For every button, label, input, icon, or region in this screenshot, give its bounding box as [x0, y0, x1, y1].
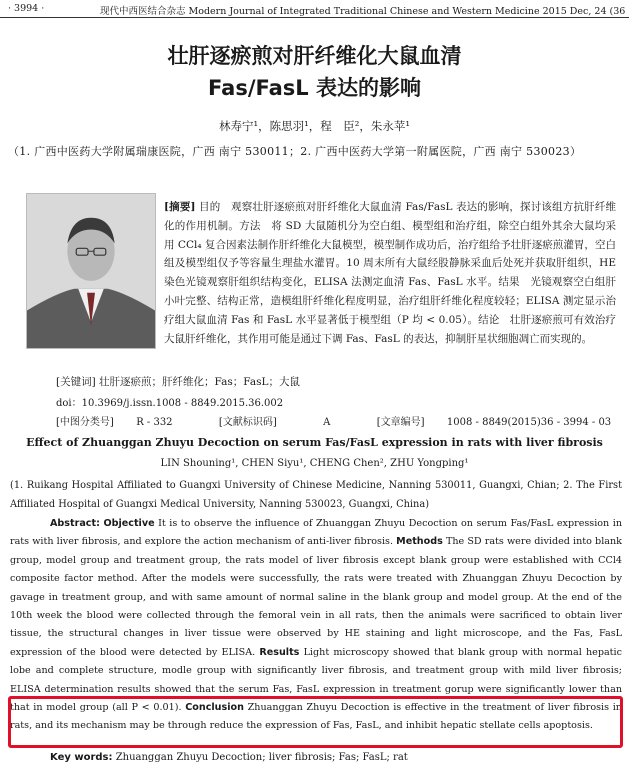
authors-cn: 林寿宁¹，陈思羽¹，程 臣²，朱永苹¹: [219, 119, 410, 133]
methods-text: The SD rats were divided into blank group, model group and treatment group, the rats model of liver fibrosis except blank group were established with CCl4 composite factor method. After the models were successfully, the rats were treated with Zhuanggan Zhuyu Decoction by gavage in treatment group, and with same amount of normal saline in the blank group and model group. At the end of the 10th week the blood were collected through the femoral vein in all rats, then the animals were sacrificed to obtain liver tissue, the structural changes in liver tissue were observed by HE staining and light microscope, and the Fas, FasL expression of the blood were detected by ELISA.: [10, 536, 622, 658]
abstract-cn-label: [摘要]: [164, 201, 196, 213]
clc-value: R - 332: [136, 417, 173, 428]
methods-label: Methods: [396, 536, 443, 548]
keywords-cn: [56, 374, 300, 389]
conclusion-text: Zhuanggan Zhuyu Decoction is effective in the treatment of liver fibrosis in rats, and its mechanism may be through reduce the expression of Fas, FasL, and inhibit hepatic stellate cells apoptosis.: [10, 702, 622, 732]
affiliation-cn: （1. 广西中医药大学附属瑞康医院，广西 南宁 530011；2. 广西中医药大学第一附属医院，广西 南宁 530023）: [8, 145, 582, 158]
running-header: [0, 0, 629, 18]
keywords-cn-label: [关键词]: [56, 376, 96, 388]
abstract-cn-text: 目的 观察壮肝逐瘀煎对肝纤维化大鼠血清 Fas/FasL 表达的影响，探讨该组方抗肝纤维化的作用机制。方法 将 SD 大鼠随机分为空白组、模型组和治疗组，除空白组外其余大鼠均采用 CCl₄ 复合因素法制作肝纤维化大鼠模型，模型制作成功后，治疗组给予壮肝逐瘀煎灌胃，空白组及模型组仅予等容量生理盐水灌胃。10 周末所有大鼠经股静脉采血后处死并获取肝组织，HE 染色光镜观察肝组织结构变化，ELISA 法测定血清 Fas、FasL 水平。结果 光镜观察空白组肝小叶完整、结构正常，造模组肝纤维化程度明显，治疗组肝纤维化程度较轻；ELISA 测定显示治疗组大鼠血清 Fas 和 FasL 水平显著低于模型组（P 均 < 0.05）。结论 壮肝逐瘀煎可有效治疗大鼠肝纤维化，其作用可能是通过下调 Fas、FasL 的表达，抑制肝星状细胞凋亡而实现的。: [164, 201, 616, 345]
classification-line: [56, 413, 626, 428]
objective-text: It is to observe the influence of Zhuanggan Zhuyu Decoction on serum Fas/FasL expression in rats with liver fibrosis, and explore the action mechanism of anti-liver fibrosis.: [10, 518, 623, 548]
doc-label: [文献标识码]: [218, 417, 277, 428]
doc-value: A: [323, 417, 331, 428]
keywords-en-text: Zhuanggan Zhuyu Decoction; liver fibrosis; Fas; FasL; rat: [115, 752, 408, 763]
objective-label: Objective: [103, 518, 155, 529]
results-label: Results: [259, 646, 300, 658]
abstract-cn: [26, 198, 616, 350]
paper-title-cn-line1: 壮肝逐瘀煎对肝纤维化大鼠血清: [167, 44, 462, 68]
paper-title-cn-line2: Fas/FasL 表达的影响: [208, 76, 421, 100]
conclusion-label: Conclusion: [185, 702, 244, 714]
authors-en: LIN Shouning¹, CHEN Siyu¹, CHENG Chen², ZHU Yongping¹: [160, 458, 469, 469]
clc-label: [中图分类号]: [56, 417, 114, 428]
keywords-en: [50, 752, 408, 763]
keywords-cn-text: 壮肝逐瘀煎；肝纤维化；Fas；FasL；大鼠: [99, 376, 300, 388]
highlight-annotation-box: [8, 696, 623, 748]
paper-title-en: Effect of Zhuanggan Zhuyu Decoction on serum Fas/FasL expression in rats with liver fibrosis: [26, 436, 603, 449]
doi: doi：10.3969/j.issn.1008 - 8849.2015.36.002: [56, 398, 284, 409]
article-value: 1008 - 8849(2015)36 - 3994 - 03: [446, 417, 612, 428]
affiliation-en: (1. Ruikang Hospital Affiliated to Guangxi University of Chinese Medicine, Nanning 530011, Guangxi, Chian; 2. The First Affiliated Hospital of Guangxi Medical University, Nanning 530023, Guangxi, China): [10, 480, 622, 510]
results-text: Light microscopy showed that blank group with normal hepatic lobe and complete structure, modle group with significantly liver fibrosis, and treatment group with mild liver fibrosis; ELISA determination results showed that the serum Fas, FasL expression in treatment gorup were significantly lower than that in model group (all P < 0.01).: [10, 646, 622, 714]
keywords-en-label: Key words:: [50, 752, 113, 763]
journal-name: 现代中西医结合杂志 Modern Journal of Integrated Traditional Chinese and Western Medicine 2015 Dec, 24 (36: [100, 6, 626, 17]
page-number: · 3994 ·: [8, 3, 45, 14]
article-label: [文章编号]: [376, 417, 425, 428]
abstract-en-label: Abstract:: [50, 518, 100, 529]
